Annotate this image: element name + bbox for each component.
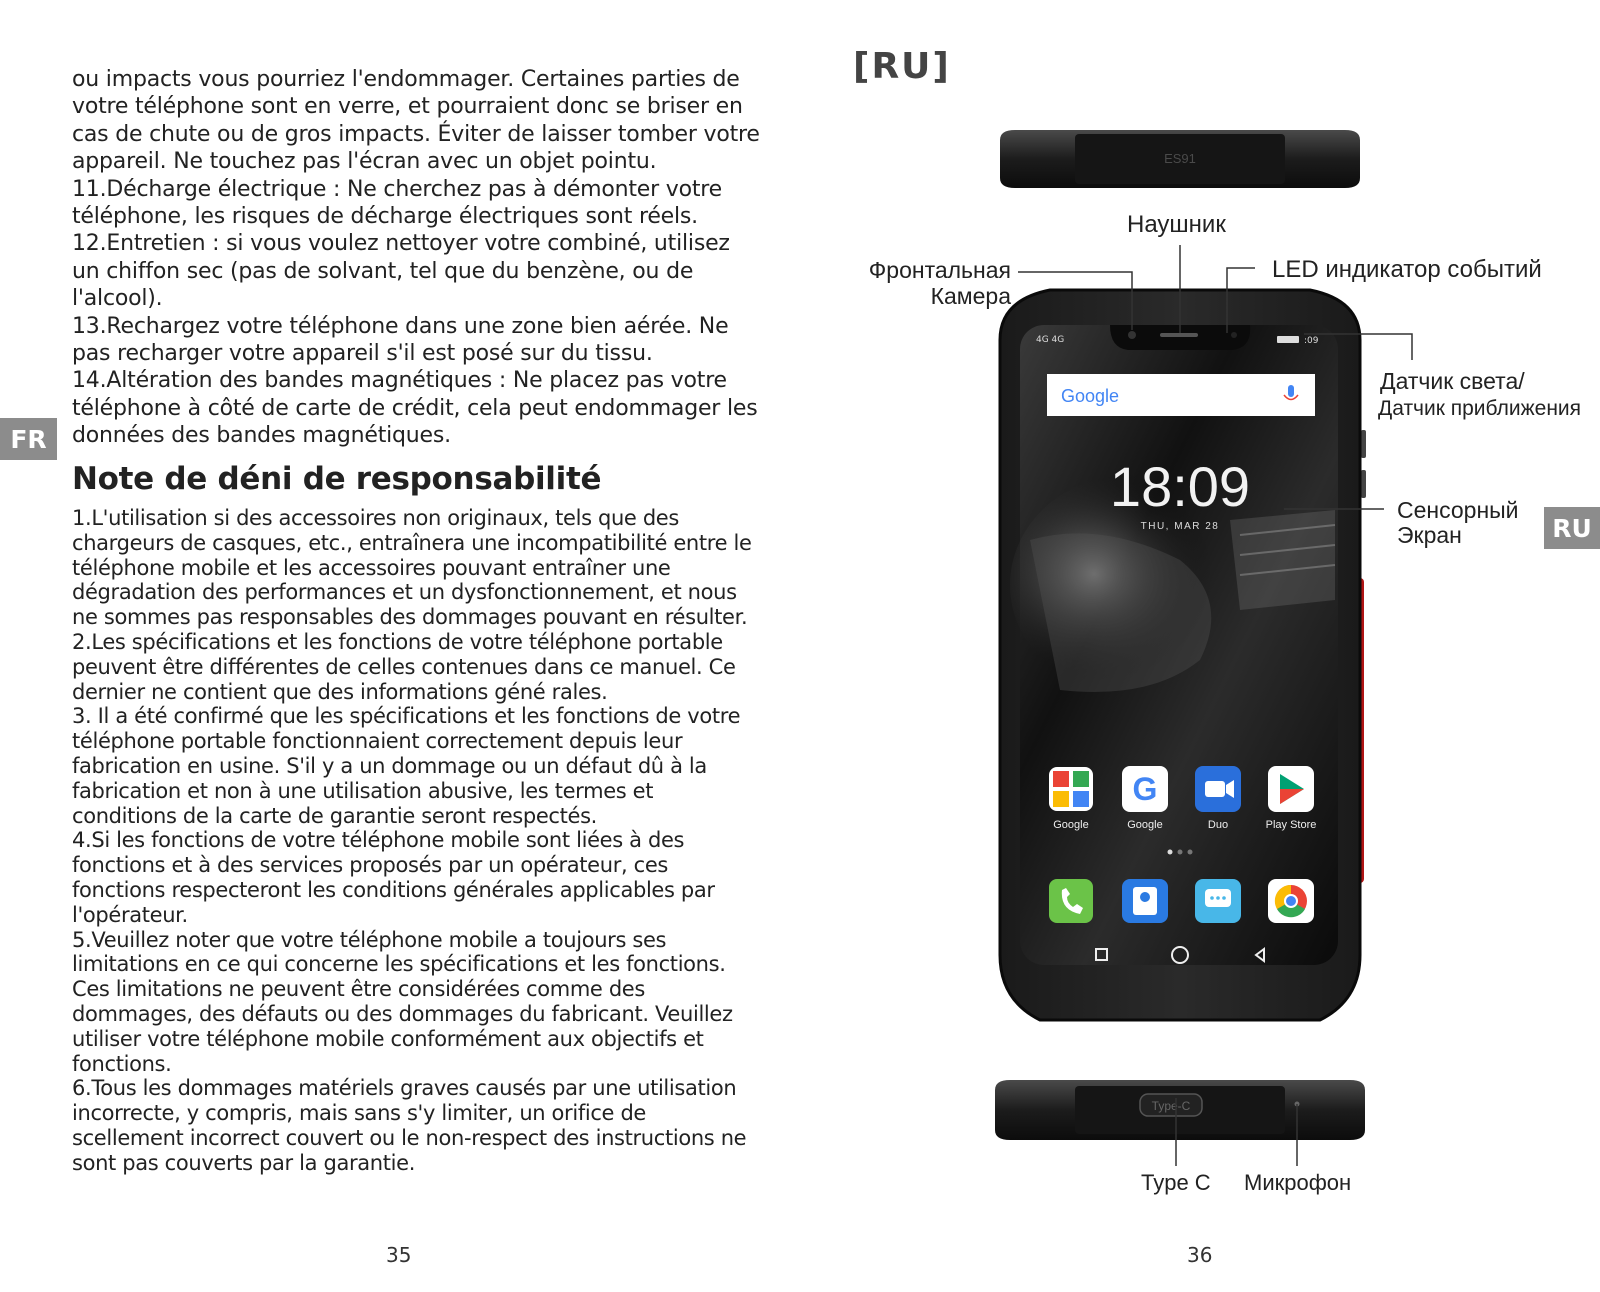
port-label: Type-C xyxy=(1151,1099,1191,1113)
intro-paragraph: 13.Rechargez votre téléphone dans une zone bien aérée. Ne pas recharger votre appareil s'il est posé sur du tissu. xyxy=(72,313,729,367)
status-right: :09 xyxy=(1304,336,1319,346)
intro-paragraph: 14.Altération des bandes magnétiques : Ne placez pas votre téléphone à côté de carte de crédit, cela peut endommager les données des bandes magnétiques. xyxy=(72,368,758,449)
disclaimer-paragraph: 6.Tous les dommages matériels graves causés par une utilisation incorrecte, y compris, mais sans s'y limiter, un orifice de scellement incorrect couvert ou le non-respect des instructions ne sont pas couverts par la garantie. xyxy=(72,1076,747,1175)
side-button xyxy=(1361,470,1366,498)
intro-paragraph: 11.Décharge électrique : Ne cherchez pas à démonter votre téléphone, les risques de décharge électriques sont réels. xyxy=(72,176,722,230)
earpiece xyxy=(1160,333,1198,337)
disclaimer-paragraph: 5.Veuillez noter que votre téléphone mobile a toujours ses limitations en ce qui concerne les spécifications et les fonctions. Ces limitations ne peuvent être considérées comme des dommages, des défauts ou des dommages du fabricant. Veuillez utiliser votre téléphone mobile conformément aux objectifs et fonctions. xyxy=(72,927,733,1076)
label-sensor-line1: Датчик света/ xyxy=(1380,368,1525,394)
ru-heading: [RU] xyxy=(853,46,951,87)
status-left: 4G 4G xyxy=(1036,335,1065,345)
page-number-right: 36 xyxy=(1187,1243,1213,1267)
phone-bottom-edge xyxy=(995,1080,1365,1140)
label-front-camera-line2: Камера xyxy=(930,283,1011,309)
app-label: Google xyxy=(1127,819,1163,831)
disclaimer-paragraph: 2.Les spécifications et les fonctions de votre téléphone portable peuvent être différentes de celles contenues dans ce manuel. Ce dernier ne contient que des informations géné rales. xyxy=(72,629,736,704)
svg-text:G: G xyxy=(1132,771,1158,807)
app-label: Duo xyxy=(1207,819,1229,831)
intro-paragraph: 12.Entretien : si vous voulez nettoyer votre combiné, utilisez un chiffon sec (pas de solvant, tel que du benzène, ou de l'alcool). xyxy=(72,231,730,312)
phone-icon xyxy=(1049,879,1093,923)
label-touchscreen-line2: Экран xyxy=(1397,522,1462,548)
label-sensor-line2: Датчик приближения xyxy=(1378,397,1582,420)
mic-icon xyxy=(1288,385,1294,397)
app-label: Google xyxy=(1053,819,1089,831)
app-label: Play Store xyxy=(1265,819,1317,831)
disclaimer-paragraph: 3. Il a été confirmé que les spécifications et les fonctions de votre téléphone portable fonctionnaient correctement depuis leur fabrication en usine. S'il y a un dommage ou un défaut dû à la fabrication et non à une utilisation abusive, les termes et conditions de la carte de garantie seront respectés. xyxy=(72,704,741,828)
label-led: LED индикатор событий xyxy=(1272,256,1542,283)
intro-paragraph: ou impacts vous pourriez l'endommager. Certaines parties de votre téléphone sont en verre, et pourraient donc se briser en cas de chute ou de gros impacts. Éviter de laisser tomber votre appareil. Ne touchez pas l'écran avec un objet pointu. xyxy=(72,67,760,175)
disclaimer-title: Note de déni de responsabilité xyxy=(72,461,602,497)
label-earpiece: Наушник xyxy=(1127,211,1226,238)
clock-date: THU, MAR 28 xyxy=(1140,521,1220,532)
label-front-camera-line1: Фронтальная xyxy=(868,257,1011,283)
phone-front xyxy=(1000,290,1366,1020)
search-logo: Google xyxy=(1061,386,1120,406)
clock-time: 18:09 xyxy=(1109,455,1251,518)
battery-icon xyxy=(1277,336,1299,343)
label-microphone: Микрофон xyxy=(1244,1170,1352,1195)
lang-tab-fr: FR xyxy=(0,418,57,460)
disclaimer-paragraph: 1.L'utilisation si des accessoires non originaux, tels que des chargeurs de casques, etc., entraînera une incompatibilité entre le téléphone mobile et les accessoires pouvant entraîner une dégradation des performances et un dysfonctionnement, et nous ne sommes pas responsables des dommages pouvant en résulter. xyxy=(72,506,752,630)
label-type-c: Type C xyxy=(1141,1170,1211,1195)
top-edge-brand: ES91 xyxy=(1164,151,1196,166)
label-touchscreen-line1: Сенсорный xyxy=(1397,497,1519,523)
side-button xyxy=(1361,430,1366,458)
page-number-left: 35 xyxy=(386,1243,412,1267)
front-camera xyxy=(1128,331,1136,339)
led-indicator xyxy=(1231,332,1237,338)
phone-top-edge xyxy=(1000,130,1360,188)
lang-tab-ru: RU xyxy=(1544,507,1600,549)
disclaimer-paragraph: 4.Si les fonctions de votre téléphone mobile sont liées à des fonctions et à des services proposés par un opérateur, ces fonctions respecteront les conditions générales applicables par l'opérateur. xyxy=(72,828,715,927)
